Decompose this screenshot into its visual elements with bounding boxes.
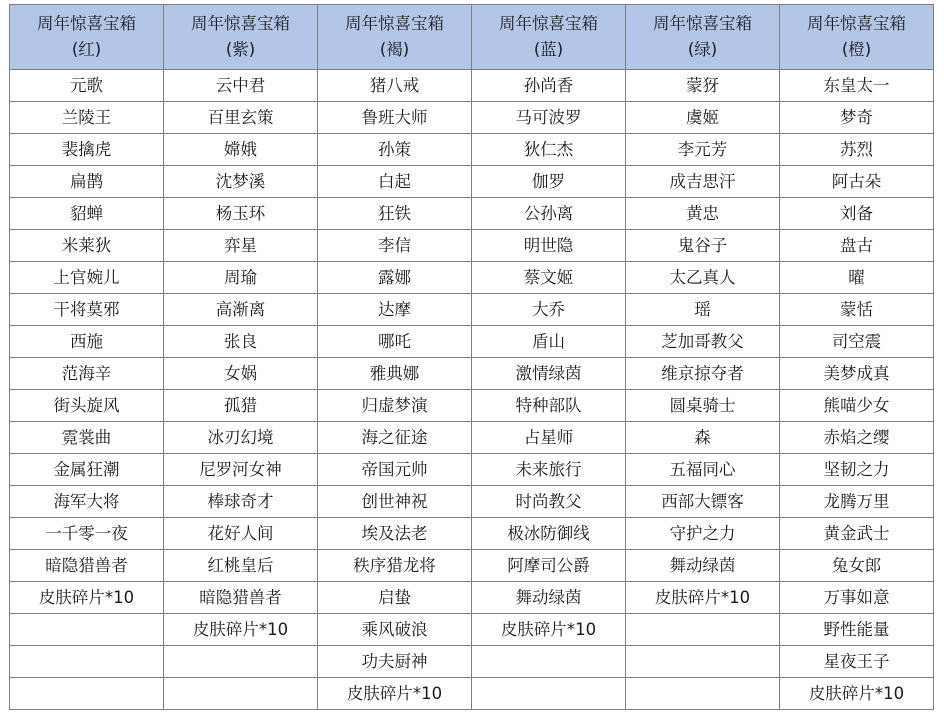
- table-cell: 狂铁: [318, 198, 472, 230]
- table-row: [10, 134, 934, 166]
- table-cell: [626, 614, 780, 646]
- table-cell: 皮肤碎片*10: [318, 678, 472, 710]
- table-cell: 秩序猎龙将: [318, 550, 472, 582]
- table-cell: 阿古朵: [780, 166, 934, 198]
- table-cell: 尼罗河女神: [164, 454, 318, 486]
- header-cell-orange: [780, 5, 934, 70]
- table-cell: 伽罗: [472, 166, 626, 198]
- table-cell: 霓裳曲: [10, 422, 164, 454]
- table-cell: 马可波罗: [472, 102, 626, 134]
- table-cell: 公孙离: [472, 198, 626, 230]
- table-cell: 红桃皇后: [164, 550, 318, 582]
- table-cell: 金属狂潮: [10, 454, 164, 486]
- header-color: (红): [71, 40, 102, 59]
- table-cell: 一千零一夜: [10, 518, 164, 550]
- table-cell: 蔡文姬: [472, 262, 626, 294]
- table-cell: 嫦娥: [164, 134, 318, 166]
- table-row: [10, 198, 934, 230]
- header-color: (蓝): [533, 40, 564, 59]
- table-cell: 高渐离: [164, 294, 318, 326]
- table-cell: 皮肤碎片*10: [472, 614, 626, 646]
- table-cell: 龙腾万里: [780, 486, 934, 518]
- table-cell: 芝加哥教父: [626, 326, 780, 358]
- table-cell: 创世神祝: [318, 486, 472, 518]
- header-row: [10, 5, 934, 70]
- table-cell: [10, 614, 164, 646]
- table-cell: 周瑜: [164, 262, 318, 294]
- table-cell: 特种部队: [472, 390, 626, 422]
- table-cell: 明世隐: [472, 230, 626, 262]
- table-cell: 街头旋风: [10, 390, 164, 422]
- table-row: [10, 230, 934, 262]
- table-cell: 西部大镖客: [626, 486, 780, 518]
- header-color: (紫): [225, 40, 256, 59]
- table-cell: 范海辛: [10, 358, 164, 390]
- table-cell: 启蛰: [318, 582, 472, 614]
- table-cell: 兰陵王: [10, 102, 164, 134]
- table-row: [10, 518, 934, 550]
- table-cell: 盘古: [780, 230, 934, 262]
- table-cell: 貂蝉: [10, 198, 164, 230]
- table-cell: 成吉思汗: [626, 166, 780, 198]
- table-cell: 女娲: [164, 358, 318, 390]
- header-color: (褐): [379, 40, 410, 59]
- table-row: [10, 454, 934, 486]
- table-cell: 野性能量: [780, 614, 934, 646]
- table-cell: 维京掠夺者: [626, 358, 780, 390]
- table-cell: 蒙恬: [780, 294, 934, 326]
- header-title: 周年惊喜宝箱: [345, 14, 444, 33]
- table-cell: 达摩: [318, 294, 472, 326]
- table-cell: 哪吒: [318, 326, 472, 358]
- table-row: [10, 550, 934, 582]
- table-cell: 乘风破浪: [318, 614, 472, 646]
- table-cell: 沈梦溪: [164, 166, 318, 198]
- table-cell: 赤焰之缨: [780, 422, 934, 454]
- table-cell: 司空震: [780, 326, 934, 358]
- table-cell: 太乙真人: [626, 262, 780, 294]
- table-cell: 孤猎: [164, 390, 318, 422]
- table-cell: 时尚教父: [472, 486, 626, 518]
- header-title: 周年惊喜宝箱: [653, 14, 752, 33]
- table-row: [10, 166, 934, 198]
- table-cell: 杨玉环: [164, 198, 318, 230]
- table-cell: 冰刃幻境: [164, 422, 318, 454]
- table-cell: 阿摩司公爵: [472, 550, 626, 582]
- header-cell-brown: [318, 5, 472, 70]
- table-cell: 鲁班大师: [318, 102, 472, 134]
- table-cell: [472, 678, 626, 710]
- table-cell: 刘备: [780, 198, 934, 230]
- table-cell: 星夜王子: [780, 646, 934, 678]
- header-color: (绿): [687, 40, 718, 59]
- header-cell-red: [10, 5, 164, 70]
- header-title: 周年惊喜宝箱: [499, 14, 598, 33]
- table-cell: 极冰防御线: [472, 518, 626, 550]
- table-cell: 蒙犽: [626, 70, 780, 102]
- table-row: [10, 486, 934, 518]
- table-row: [10, 294, 934, 326]
- table-cell: 舞动绿茵: [626, 550, 780, 582]
- table-cell: 李信: [318, 230, 472, 262]
- table-cell: 梦奇: [780, 102, 934, 134]
- table-row: [10, 102, 934, 134]
- table-cell: 花好人间: [164, 518, 318, 550]
- table-cell: 埃及法老: [318, 518, 472, 550]
- table-cell: [626, 678, 780, 710]
- table-cell: 东皇太一: [780, 70, 934, 102]
- table-cell: 圆桌骑士: [626, 390, 780, 422]
- header-title: 周年惊喜宝箱: [191, 14, 290, 33]
- table-cell: [10, 678, 164, 710]
- table-cell: [472, 646, 626, 678]
- table-cell: 苏烈: [780, 134, 934, 166]
- table-cell: 森: [626, 422, 780, 454]
- header-title: 周年惊喜宝箱: [37, 14, 136, 33]
- table-cell: 干将莫邪: [10, 294, 164, 326]
- table-row: [10, 326, 934, 358]
- table-cell: 张良: [164, 326, 318, 358]
- table-cell: 皮肤碎片*10: [10, 582, 164, 614]
- table-cell: [164, 678, 318, 710]
- table-cell: 皮肤碎片*10: [780, 678, 934, 710]
- header-cell-blue: [472, 5, 626, 70]
- table-cell: 占星师: [472, 422, 626, 454]
- table-cell: 扁鹊: [10, 166, 164, 198]
- table-cell: 裴擒虎: [10, 134, 164, 166]
- table-cell: 上官婉儿: [10, 262, 164, 294]
- table-cell: 皮肤碎片*10: [164, 614, 318, 646]
- table-cell: 海之征途: [318, 422, 472, 454]
- table-cell: 鬼谷子: [626, 230, 780, 262]
- table-cell: 五福同心: [626, 454, 780, 486]
- table-cell: 黄金武士: [780, 518, 934, 550]
- table-row: [10, 262, 934, 294]
- table-cell: 李元芳: [626, 134, 780, 166]
- table-cell: 激情绿茵: [472, 358, 626, 390]
- table-cell: 皮肤碎片*10: [626, 582, 780, 614]
- table-cell: [10, 646, 164, 678]
- table-cell: 盾山: [472, 326, 626, 358]
- table-cell: 功夫厨神: [318, 646, 472, 678]
- table-cell: 西施: [10, 326, 164, 358]
- table-cell: 曜: [780, 262, 934, 294]
- table-cell: 元歌: [10, 70, 164, 102]
- table-cell: 虞姬: [626, 102, 780, 134]
- reward-table-container: [9, 4, 934, 710]
- table-row: [10, 582, 934, 614]
- table-body: [10, 70, 934, 710]
- header-cell-purple: [164, 5, 318, 70]
- table-cell: [164, 646, 318, 678]
- header-color: (橙): [841, 40, 872, 59]
- table-row: [10, 678, 934, 710]
- table-cell: 兔女郎: [780, 550, 934, 582]
- table-row: [10, 70, 934, 102]
- header-title: 周年惊喜宝箱: [807, 14, 906, 33]
- table-cell: 暗隐猎兽者: [164, 582, 318, 614]
- table-cell: 狄仁杰: [472, 134, 626, 166]
- header-cell-green: [626, 5, 780, 70]
- table-cell: 大乔: [472, 294, 626, 326]
- table-cell: 米莱狄: [10, 230, 164, 262]
- table-cell: 云中君: [164, 70, 318, 102]
- table-cell: 棒球奇才: [164, 486, 318, 518]
- table-row: [10, 614, 934, 646]
- table-cell: 瑶: [626, 294, 780, 326]
- table-cell: 黄忠: [626, 198, 780, 230]
- table-cell: 美梦成真: [780, 358, 934, 390]
- table-row: [10, 358, 934, 390]
- table-cell: 守护之力: [626, 518, 780, 550]
- table-cell: 帝国元帅: [318, 454, 472, 486]
- table-cell: [626, 646, 780, 678]
- table-row: [10, 422, 934, 454]
- surprise-box-reward-table: [9, 4, 934, 710]
- table-cell: 猪八戒: [318, 70, 472, 102]
- table-cell: 熊喵少女: [780, 390, 934, 422]
- table-cell: 海军大将: [10, 486, 164, 518]
- table-cell: 孙策: [318, 134, 472, 166]
- table-cell: 露娜: [318, 262, 472, 294]
- table-cell: 未来旅行: [472, 454, 626, 486]
- table-cell: 坚韧之力: [780, 454, 934, 486]
- table-cell: 孙尚香: [472, 70, 626, 102]
- table-cell: 百里玄策: [164, 102, 318, 134]
- table-cell: 白起: [318, 166, 472, 198]
- table-cell: 舞动绿茵: [472, 582, 626, 614]
- table-cell: 归虚梦演: [318, 390, 472, 422]
- table-row: [10, 390, 934, 422]
- table-cell: 暗隐猎兽者: [10, 550, 164, 582]
- table-cell: 弈星: [164, 230, 318, 262]
- table-row: [10, 646, 934, 678]
- table-cell: 万事如意: [780, 582, 934, 614]
- table-cell: 雅典娜: [318, 358, 472, 390]
